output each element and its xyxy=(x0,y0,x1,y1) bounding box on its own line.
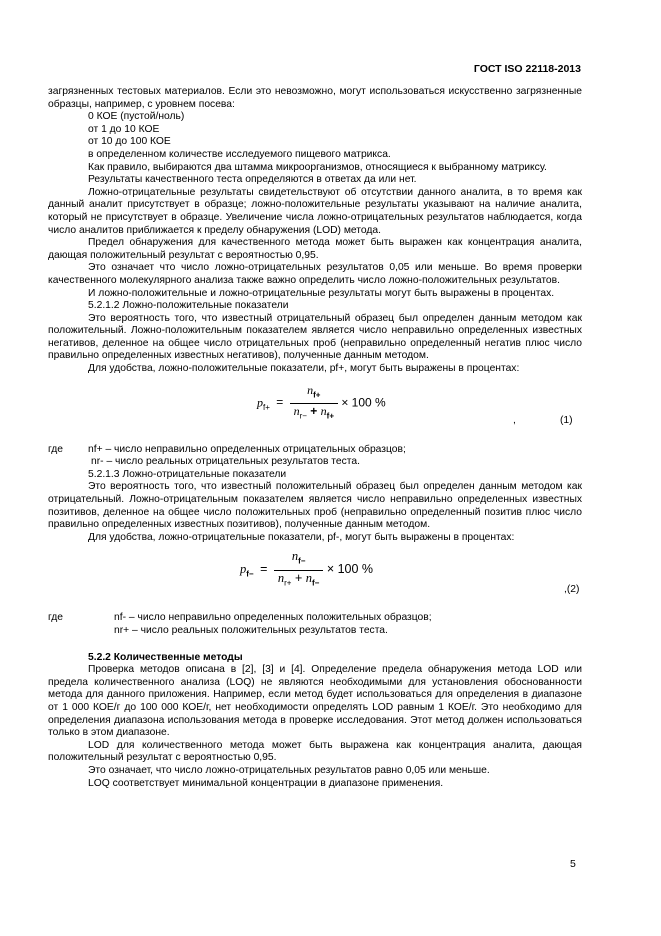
list-item: от 10 до 100 КОЕ xyxy=(88,136,171,148)
paragraph: Ложно-отрицательные результаты свидетельствуют об отсутствии данного аналита, в то время как данный аналит присутствует в образце; ложно-положительные результаты указывают на наличие аналита, который не присутствует в образце. Увеличение числа ложно-отрицательных результатов наблюдается, когда число аналитов приближается к пределу обнаружения (LOD) метода. xyxy=(48,186,582,236)
paragraph: Проверка методов описана в [2], [3] и [4]. Определение предела обнаружения метода LOD или предела количественного анализа (LOQ) не являются необходимыми для установления обоснованности метода для данного приложения. Например, если метод будет использоваться для определения в диапазоне от 1 000 КОЕ/г до 100 000 КОЕ/г, нет необходимости определять LOD равным 1 КОЕ/г. Это необходимо для определения диапазона использования метода в проверке исследования. Этот метод должен использоваться только в этом диапазоне. xyxy=(48,664,582,739)
formula-denominator-a-sub: r+ xyxy=(284,578,292,587)
formula-2 xyxy=(48,544,582,602)
formula-denominator-b: n xyxy=(305,570,312,585)
paragraph: LOD для количественного метода может быть выражена как концентрация аналита, дающая положительный результат с вероятностью 0,95. xyxy=(48,739,582,764)
section-heading: 5.2.1.2 Ложно-положительные показатели xyxy=(88,300,289,312)
formula-denominator-a-sub: r− xyxy=(299,411,307,421)
paragraph: Для удобства, ложно-положительные показатели, pf+, могут быть выражены в процентах: xyxy=(88,363,520,375)
standard-header: ГОСТ ISO 22118-2013 xyxy=(473,63,581,75)
formula-equals: = xyxy=(276,395,284,410)
formula-denominator-b-sub: f+ xyxy=(326,411,334,421)
formula-equals: = xyxy=(260,562,268,577)
formula-lhs-sub: f− xyxy=(246,569,254,579)
formula-numerator-sub: f+ xyxy=(313,390,321,400)
formula-comma: , xyxy=(513,414,516,426)
paragraph: загрязненных тестовых материалов. Если это невозможно, могут использоваться искусственно загрязненные образцы, например, с уровнем посева: xyxy=(48,86,582,110)
formula-multiplier: × 100 % xyxy=(341,395,386,410)
page-number: 5 xyxy=(570,858,576,870)
formula-denominator-b: n xyxy=(320,403,327,418)
formula-lhs: p xyxy=(240,562,247,577)
list-item: 0 КОЕ (пустой/ноль) xyxy=(88,111,185,123)
paragraph: Результаты качественного теста определяются в ответах да или нет. xyxy=(88,174,417,186)
formula-lhs: p xyxy=(257,395,263,410)
formula-numerator: n xyxy=(307,382,314,397)
formula-fraction xyxy=(274,550,323,589)
formula-plus: + xyxy=(310,403,318,418)
where-label: где xyxy=(48,612,64,624)
formula-multiplier: × 100 % xyxy=(326,562,374,577)
formula-plus: + xyxy=(294,570,303,585)
list-item: в определенном количестве исследуемого пищевого матрикса. xyxy=(88,148,391,160)
formula-lhs-sub: f+ xyxy=(263,402,270,412)
list-item: от 1 до 10 КОЕ xyxy=(88,123,160,135)
formula-number: (1) xyxy=(560,414,573,426)
paragraph: Это вероятность того, что известный отрицательный образец был определен данным методом как положительный. Ложно-положительным показателем является число неправильно определенных известных негативов, деленное на общее число отрицательных проб (неправильно определенный негатив плюс число правильно определенных известных негативов), полученные данным методом. xyxy=(48,312,582,362)
formula-fraction xyxy=(290,384,338,423)
formula-1 xyxy=(48,376,582,434)
definitions-1 xyxy=(48,444,582,469)
formula-number: ,(2) xyxy=(564,584,580,596)
paragraph: Как правило, выбираются два штамма микроорганизмов, относящиеся к выбранному матриксу. xyxy=(88,161,547,173)
formula-denominator-a: n xyxy=(277,570,285,585)
paragraph: Для удобства, ложно-отрицательные показатели, pf-, могут быть выражены в процентах: xyxy=(88,531,515,543)
paragraph: Предел обнаружения для качественного метода может быть выражен как концентрация аналита, дающая положительный результат с вероятностью 0,95. xyxy=(48,237,582,261)
paragraph: Это означает, что число ложно-отрицательных результатов равно 0,05 или меньше. xyxy=(88,764,490,776)
document-body xyxy=(48,86,582,790)
where-label: где xyxy=(48,443,64,455)
formula-denominator-a: n xyxy=(293,403,300,418)
formula-denominator-b-sub: f− xyxy=(312,578,320,587)
paragraph: И ложно-положительные и ложно-отрицательные результаты могут быть выражены в процентах. xyxy=(88,287,555,299)
paragraph: Это означает что число ложно-отрицательных результатов 0,05 или меньше. Во время проверки качественного молекулярного анализа также важно определить число ложно-положительных результатов. xyxy=(48,262,582,286)
section-heading: 5.2.2 Количественные методы xyxy=(88,651,243,663)
definition-line: nf- – число неправильно определенных положительных образцов; xyxy=(114,612,432,624)
definition-line: nf+ – число неправильно определенных отрицательных образцов; xyxy=(88,443,406,455)
definitions-2 xyxy=(48,612,582,637)
formula-numerator-sub: f− xyxy=(298,556,306,566)
definition-line: nr- – число реальных отрицательных результатов теста. xyxy=(91,456,360,468)
definition-line: nr+ – число реальных положительных результатов теста. xyxy=(114,625,388,636)
formula-numerator: n xyxy=(291,549,299,564)
paragraph: LOQ соответствует минимальной концентрации в диапазоне применения. xyxy=(88,777,444,789)
inoculation-level-list xyxy=(48,111,582,161)
section-heading: 5.2.1.3 Ложно-отрицательные показатели xyxy=(88,468,287,480)
paragraph: Это вероятность того, что известный положительный образец был определен данным методом как отрицательный. Ложно-отрицательным показателем является число неправильно определенных известных позитивов, деленное на общее число положительных проб (неправильно определенный позитив плюс число правильно определенных известных позитивов), полученные данным методом. xyxy=(48,481,582,531)
